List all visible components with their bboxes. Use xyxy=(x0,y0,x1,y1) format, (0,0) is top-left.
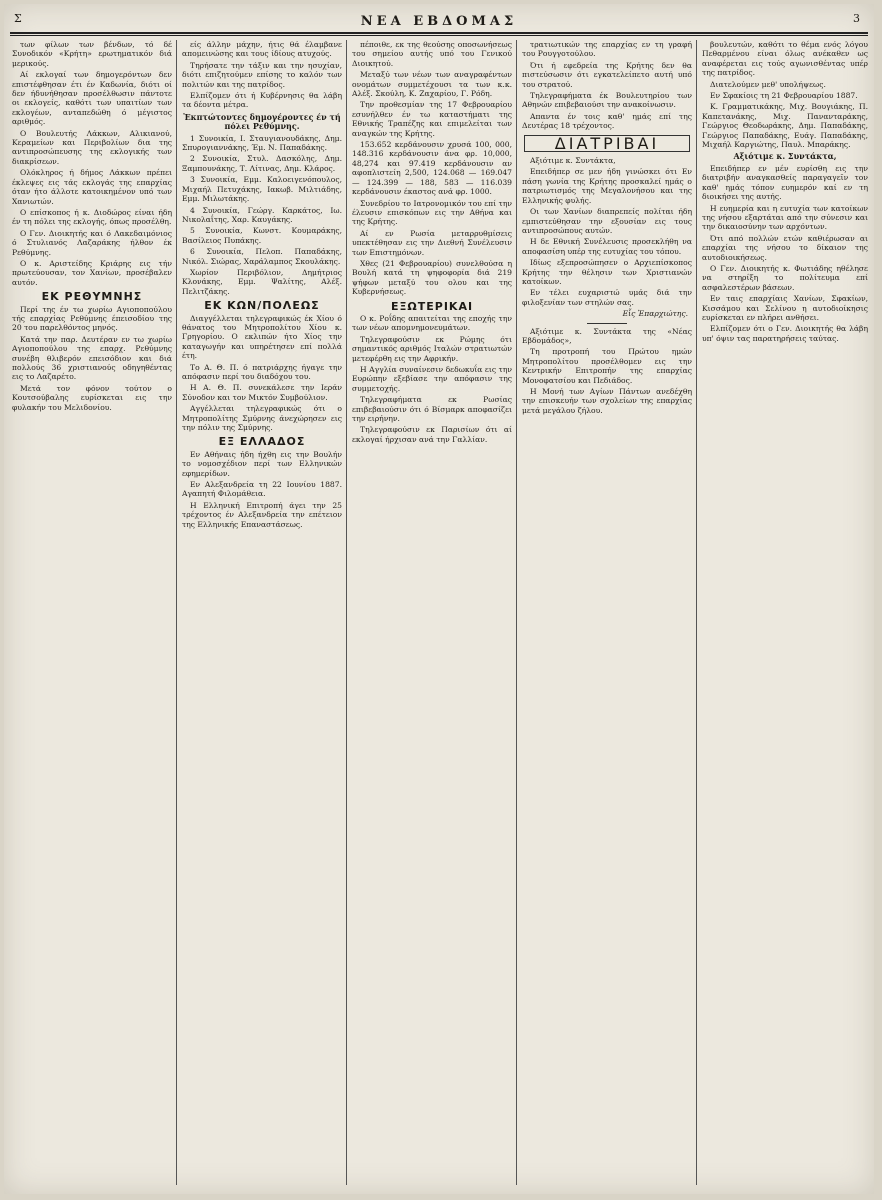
paragraph: Εν Αθήναις ήδη ήχθη εις την Βουλήν το νομοσχέδιον περί των Ελληνικών εφημερίδων. xyxy=(182,449,342,478)
paragraph: Η Αγγλία συναίνεσιν δεδωκυΐα εις την Ευρώπην εξεβίασε την απόφασιν της συμμετοχής. xyxy=(352,365,512,393)
paragraph: 6 Συνοικία, Πελοπ. Παπαδάκης, Νικόλ. Σιώρας, Χαράλαμπος Σκουλάκης. xyxy=(182,247,342,266)
paragraph: Εν Αλεξανδρεία τη 22 Ιουνίου 1887. Αγαπητή Φιλομάθεια. xyxy=(182,480,342,499)
paragraph: βουλευτών, καθότι το θέμα ενός λόγου Πεθαρμένου είναι όλως ανέκαθεν ως αναφέρεται εις τούς αγωνισθέντας υπέρ της πατρίδος. xyxy=(702,40,868,78)
section-heading-boxed: ΔΙΑΤΡΙΒΑΙ xyxy=(524,135,690,152)
subsection-heading: Ἐκπτώτοντες δημογέροντες έν τή πόλει Ρεθύμνης. xyxy=(183,111,341,132)
paragraph: είς άλλην μάχην, ήτις θά έλαμβανε απομεινώσης και τους ίδίους ατυχούς. xyxy=(182,40,342,59)
paragraph: Κατά την παρ. Δευτέραν εν τω χωρίω Αγιοποπούλου της επαρχ. Ρεθύμνης συνέβη θλιβερόν επεισόδιον και διά πολλούς 36 χριστιανούς οδηγηθέντας εις το Λαζαρέτο. xyxy=(12,334,172,382)
masthead xyxy=(4,10,874,34)
signature: Εἷς Ἐπαρχιώτης. xyxy=(622,309,688,319)
paragraph: Αξιότιμε κ. Συντάκτα, xyxy=(530,156,616,166)
paragraph: Εν Σφακίοις τη 21 Φεβρουαρίου 1887. xyxy=(710,91,858,101)
column-divider xyxy=(346,40,347,1185)
divider xyxy=(587,323,627,324)
paragraph: Η Ελληνική Επιτροπή άγει την 25 τρέχοντος έν Αλεξανδρεία την επέτειον της Ελληνικής Επαναστάσεως. xyxy=(182,500,342,529)
paragraph: Ο Γεν. Διοικητής και ό Λακεδαιμόνιος ό Στυλιανός Λαζαράκης ήλθον έκ Ρεθύμνης. xyxy=(12,228,172,257)
paragraph: Εν τέλει ευχαριστώ υμάς διά την φιλοξενίαν των στηλών σας. xyxy=(522,288,692,307)
paragraph: 3 Συνοικία, Εμμ. Καλοειγενόπουλος, Μιχαήλ Πετυχάκης, Ιακωβ. Μιλτιάδης, Εμμ. Μιλωτάκης. xyxy=(182,175,342,204)
paragraph: Χωρίον Περιβόλιον, Δημήτριος Κλονάκης, Εμμ. Ψαλίτης, Αλέξ. Πελιτζάκης. xyxy=(182,267,342,296)
paragraph: Ολόκληρος ή δήμος Λάκκων πρέπει έκλεψες εις τάς εκλογάς της επαρχίας όταν ήτο άλλοτε κατοικημένον υπό των Χανιωτών. xyxy=(12,168,172,206)
section-heading: ΕΚ ΚΩΝ/ΠΟΛΕΩΣ xyxy=(204,299,320,313)
paragraph: Η Μονή των Αγίων Πάντων ανεδέχθη την επισκευήν των σχολείων της επαρχίας μετά μεγάλου ζήλου. xyxy=(522,387,692,415)
paragraph: Ελπίζομεν ότι ο Γεν. Διοικητής θα λάβη υπ' όψιν τας παρατηρήσεις ταύτας. xyxy=(702,324,868,343)
paragraph: πέποιθε, εκ της θεούσης οποσωνήσεως του σημείου αυτής υπό του Γενικού Διοικητού. xyxy=(352,40,512,68)
paragraph: τρατιωτικών της επαρχίας εν τη γραφή του Ρουγγοτούλου. xyxy=(522,40,692,59)
paragraph: Τη προτροπή του Πρώτου ημών Μητροπολίτου προσέλθομεν εις την Κεντρικήν Επιτροπήν της επαρχίας Μονοφατσίου και Πεδιάδος. xyxy=(522,347,692,385)
paragraph: Η ευημερία και η ευτυχία των κατοίκων της νήσου εξαρτάται από την σύνεσιν και την δικαιοσύνην των αρχόντων. xyxy=(702,203,868,232)
paragraph: Η δε Εθνική Συνέλευσις προσεκλήθη να αποφασίση υπέρ της ευτυχίας του τόπου. xyxy=(522,237,692,256)
paragraph: Ο Βουλευτής Λάκκων, Αλικιανού, Κεραμείων και Περιβολίων δια της αντιπροσώπευσης της εκλογικής των διακρίσεων. xyxy=(12,128,172,166)
paragraph: Αί εκλογαί των δημογερόντων δεν επιστέφθησαν έτι έν Καδωνία, διότι οί δεν ήδυνήθησαν προσέλθωσιν πάντοτε οι εκλογείς, καθότι των υπαιτίων των εκλογέων, ανταπεδώθη ό μέγιστος αριθμός. xyxy=(12,70,172,127)
section-heading: ΕΞ ΕΛΛΑΔΟΣ xyxy=(218,435,306,449)
paragraph: Μεταξύ των νέων των αναγραφέντων ονομάτων συμμετέχουσι τα των κ.κ. Αλέξ. Σκούλη, Κ. Ζαχαρίου, Γ. Ρόδη. xyxy=(352,70,512,99)
paragraph: 153.652 κερδάνουσιν χρυσά 100, 000, 148.316 κερδάνουσιν άνα φρ. 10,000, 48,274 και 97.419 κερδάνουσιν αν αφοπλιστείη 2,500, 124.068 — 169.047 — 124.399 — 188, 583 — 116.039 κερδάνουσιν έκαστος ανά φρ. 1000. xyxy=(352,140,512,197)
paragraph: Η Α. Θ. Π. συνεκάλεσε την Ιεράν Σύνοδον και τον Μικτόν Συμβούλιον. xyxy=(182,383,342,402)
subsection-heading: Αξιότιμε κ. Συντάκτα, xyxy=(733,151,837,162)
paragraph: 5 Συνοικία, Κωνστ. Κουμαράκης, Βασίλειος Πυπάκης. xyxy=(182,226,342,245)
paragraph: Ο κ. Αριστείδης Κριάρης εις τήν πρωτεύουσαν, τον Χανίων, προσέβαλεν αυτόν. xyxy=(12,258,172,287)
paragraph: Τηλεγραφήματα έκ Βουλευτηρίου των Αθηνών επιβεβαιούσι την ανακοίνωσιν. xyxy=(522,91,692,110)
paragraph: Συνεδρίου το Ιατρονομικόν του επί την έλευσιν επισκόπων εις την Αθήνα και της Κρήτης. xyxy=(352,198,512,227)
newspaper-page xyxy=(4,4,874,1194)
column-divider xyxy=(516,40,517,1185)
column-1 xyxy=(12,40,172,1185)
paragraph: 2 Συνοικία, Στυλ. Δασκόλης, Δημ. Ξαμπουνάκης, Τ. Λίτινας, Δημ. Κλάρος. xyxy=(182,154,342,173)
masthead-left-mark: Σ xyxy=(14,12,22,25)
masthead-rule-thin xyxy=(10,35,868,36)
paragraph: Ότι ή εφεδρεία της Κρήτης δεν θα πιστεύσωσιν ότι εγκατελείπετο αυτή υπό του στρατού. xyxy=(522,60,692,89)
paragraph: Ιδίως εξεπροσώπησεν ο Αρχιεπίσκοπος Κρήτης την θέλησιν των Χριστιανών κατοίκων. xyxy=(522,258,692,286)
paragraph: Διατελούμεν μεθ' υπολήψεως. xyxy=(710,79,826,89)
column-3 xyxy=(352,40,512,1185)
paragraph: Απαντα έν τοις καθ' ημάς επί της Δευτέρας 18 τρέχοντος. xyxy=(522,111,692,131)
section-heading: ΕΚ ΡΕΘΥΜΝΗΣ xyxy=(41,290,143,304)
paragraph: Χθες (21 Φεβρουαρίου) συνελθούσα η Βουλή κατά τη ψηφοφορία διά 219 ψήφων μεταξύ του ολου και της Κυβερνήσεως. xyxy=(352,258,512,297)
column-divider xyxy=(176,40,177,1185)
paragraph: Ότι από πολλών ετών καθιέρωσαν αι επαρχίαι της νήσου το δίκαιον της αυτοδιοικήσεως. xyxy=(702,233,868,262)
column-4 xyxy=(522,40,692,1185)
paragraph: Τηλεγραφήματα εκ Ρωσίας επιβεβαιούσιν ότι ό Βίσμαρκ αποφασίζει την ειρήνην. xyxy=(352,395,512,424)
paragraph: Επειδήπερ εν μέν ευρίσθη εις την διατριβήν αναγκασθείς παραγαγεῖν τον καθ' ημάς τόπον ευημερόν καί εν τη διοικήσει της αυτής. xyxy=(702,163,868,202)
paragraph: Αγγέλλεται τηλεγραφικώς ότι ο Μητροπολίτης Σμύρνης άνεχώρησεν εις την πόλιν της Σμύρνης. xyxy=(182,404,342,433)
paragraph: Την προθεσμίαν της 17 Φεβρουαρίου εσυνήλθεν έν τω καταστήματι της Εθνικής Τραπέζης και επιμελείται των αναγκών της Κρήτης. xyxy=(352,100,512,138)
paragraph: Το Α. Θ. Π. ό πατριάρχης ήγαγε την απόφασιν περί του διαδόχου του. xyxy=(182,362,342,381)
masthead-rule xyxy=(10,32,868,34)
paragraph: των φίλων των βένδων, τό δέ Συνοδικόν «Κρήτη» ερωτηματικόν διά μερικούς. xyxy=(12,40,172,68)
paragraph: Τηρήσατε την τάξιν και την ησυχίαν, διότι επιζητούμεν επίσης το καλόν των πολιτών και της πατρίδος. xyxy=(182,60,342,89)
paragraph: Αί εν Ρωσία μεταρρυθμίσεις υπεκτέθησαν εις την Διεθνή Συνέλευσιν των Επιστημόνων. xyxy=(352,228,512,257)
paragraph: Ελπίζομεν ότι ή Κυβέρνησις θα λάβη τα δέοντα μέτρα. xyxy=(182,91,342,110)
paragraph: Τηλεγραφούσιν εκ Ρώμης ότι σημαντικός αριθμός Ιταλών στρατιωτών μετεφέρθη εις την Αφρικήν. xyxy=(352,334,512,363)
page-number: 3 xyxy=(853,12,860,25)
paragraph: 4 Συνοικία, Γεώργ. Καρκάτος, Ιω. Νικολαΐτης, Χαρ. Καυγάκης. xyxy=(182,205,342,224)
paragraph: Ο Γεν. Διοικητής κ. Φωτιάδης ηθέλησε να στηρίξη το πολίτευμα επί ασφαλεστέρων βάσεων. xyxy=(702,263,868,292)
paragraph: Κ. Γραμματικάκης, Μιχ. Βουγιάκης, Π. Καπετανάκης, Μιχ. Πανανταράκης, Γεώργιος Θεοδωράκης, Δημ. Παπαδάκης, Γεώργιος Παπαδάκης, Ευάγ. Παπαδάκης, Μιχαήλ Καργιώτης, Παυλ. Μπαράκης. xyxy=(702,102,868,150)
paragraph: 1 Συνοικία, Ι. Σταυγιανουδάκης, Δημ. Σπυρογιαννάκης, Έμ. Ν. Παπαδάκης. xyxy=(182,133,342,153)
paragraph: Εν ταις επαρχίαις Χανίων, Σφακίων, Κισσάμου και Σελίνου η αυτοδιοίκησις ευρίσκεται εν πλήρει ανθήσει. xyxy=(702,294,868,322)
paragraph: Περί της έν τω χωρίω Αγιοποπούλου τής επαρχίας Ρεθύμνης έπεισοδίου της 20 του παρελθόντος μηνός. xyxy=(12,304,172,333)
paragraph: Ο κ. Ροΐδης απαιτείται της εποχής την των νέων απομνημονευμάτων. xyxy=(352,313,512,333)
paragraph: Ο επίσκοπος ή κ. Διοδώρος είναι ήδη έν τη πόλει της εκλογής, όπως προσέλθη. xyxy=(12,207,172,227)
paragraph: Μετά τον φόνον τούτον ο Κουτσούβαλης ευρίσκεται εις την φυλακήν του Μελιδονίου. xyxy=(12,383,172,412)
paragraph: Αξιότιμε κ. Συντάκτα της «Νέας Εβδομάδος», xyxy=(522,326,692,345)
column-divider xyxy=(696,40,697,1185)
column-2 xyxy=(182,40,342,1185)
newspaper-title: ΝΕΑ ΕΒΔΟΜΑΣ xyxy=(360,14,518,29)
paragraph: Διαγγέλλεται τηλεγραφικώς έκ Χίου ό θάνατος του Μητροπολίτου Χίου κ. Γρηγορίου. Ο εκλιπών ήτο Χίος την καταγωγήν και υπηρέτησεν επί πολλά έτη. xyxy=(182,313,342,361)
paragraph: Επειδήπερ σε μεν ήδη γινώσκει ότι Εν πάση γωνία της Κρήτης προσκαλεί ημάς ο πατριωτισμός της Μεγαλονήσου και της Ελληνικής φυλής. xyxy=(522,167,692,205)
section-heading: ΕΞΩΤΕΡΙΚΑΙ xyxy=(390,299,474,313)
column-5 xyxy=(702,40,868,1185)
paragraph: Οι των Χανίων διαπρεπείς πολίται ήδη εμπιστεύθησαν την εξουσίαν εις τους αντιπροσώπους αυτών. xyxy=(522,207,692,235)
paragraph: Τηλεγραφούσιν εκ Παρισίων ότι αί εκλογαί ήρχισαν ανά την Γαλλίαν. xyxy=(352,425,512,444)
